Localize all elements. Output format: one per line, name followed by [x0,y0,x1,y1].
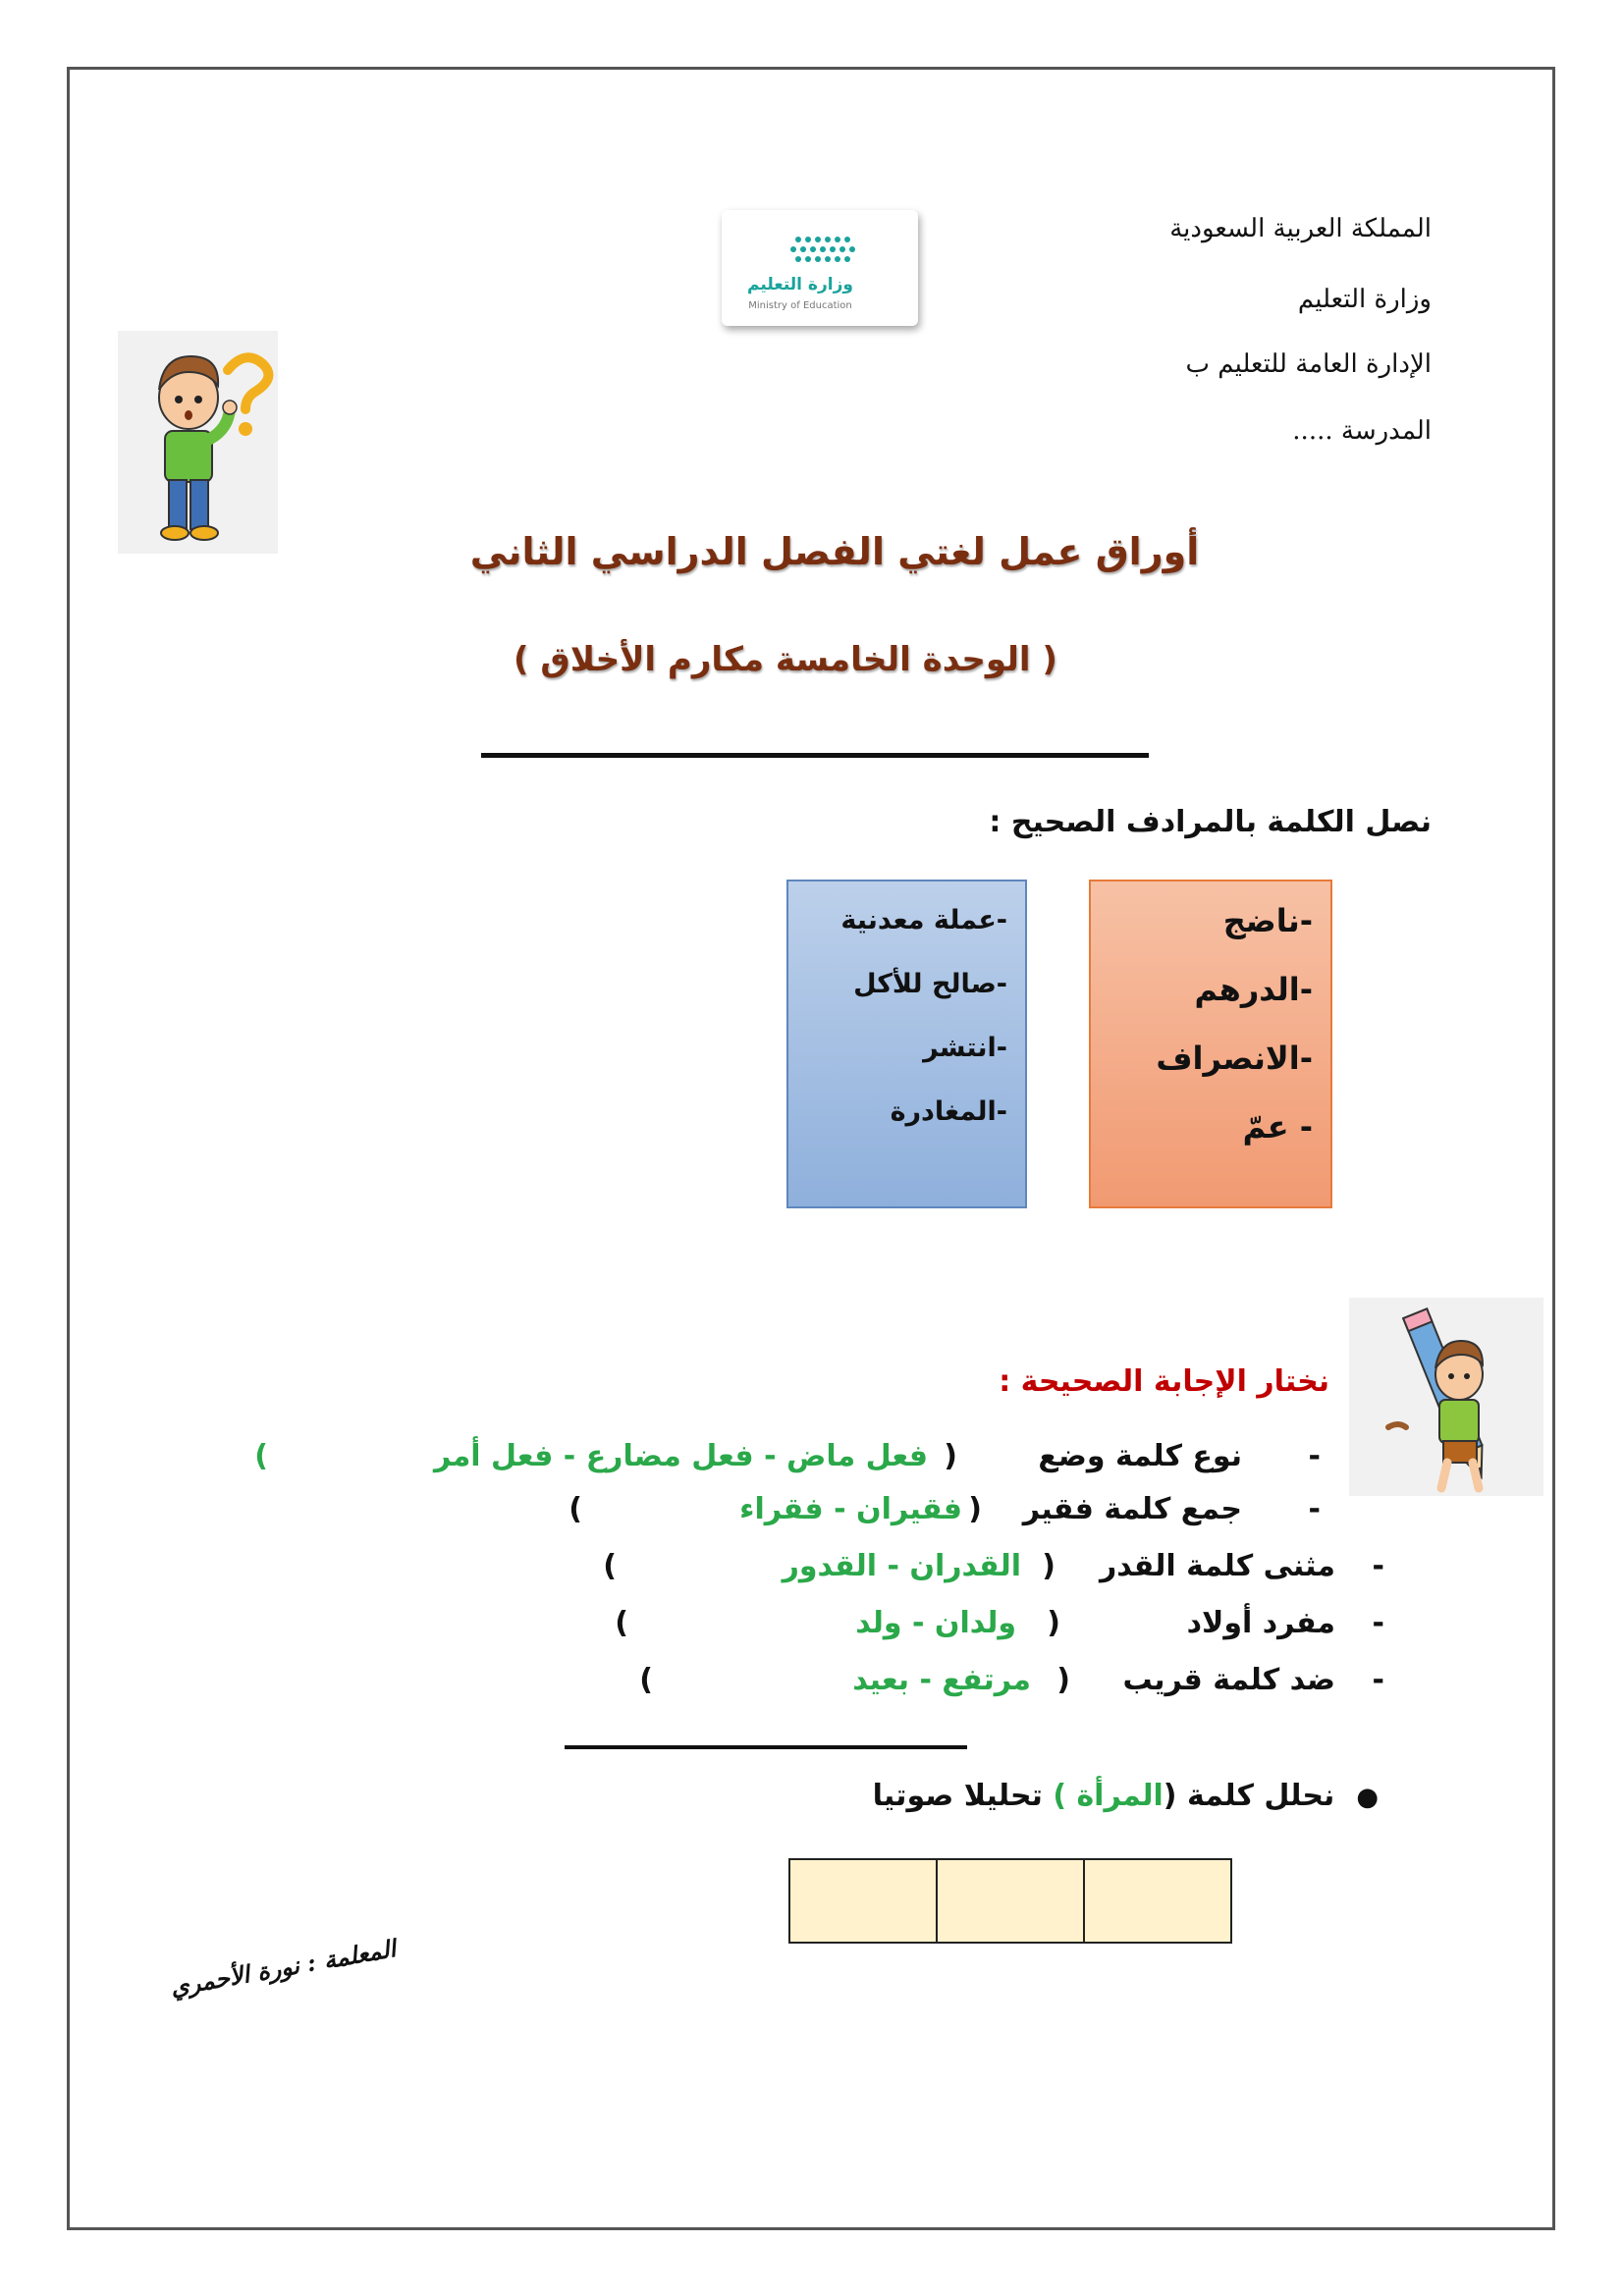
analysis-suffix: تحليلا صوتيا [872,1779,1043,1813]
teacher-signature: المعلمة : نورة الأحمري [168,1934,399,2002]
row-options: فقيران - فقراء [739,1492,962,1526]
header-directorate: الإدارة العامة للتعليم ب [1185,349,1432,379]
pencil-boy-image [1349,1298,1543,1496]
mcq-row [619,1663,1384,1706]
row-options: مرتفع - بعيد [852,1663,1031,1697]
synonyms-box [786,880,1027,1208]
row-close-paren: ) [254,1439,268,1473]
ministry-logo [722,210,918,326]
row-open-paren: ( [944,1439,957,1473]
analysis-instruction [873,1779,1379,1813]
analysis-prefix: نحلل كلمة ( [1163,1779,1335,1813]
thinking-boy-image [118,331,278,554]
row-question: ضد كلمة قريب [1122,1663,1335,1697]
mcq-row [589,1549,1384,1592]
mcq-row [594,1606,1384,1649]
matching-instruction: نصل الكلمة بالمرادف الصحيح : [989,805,1432,839]
header-school: المدرسة ..... [1292,416,1432,446]
synonym-item: -صالح للأكل [853,969,1007,999]
row-dash: - [1308,1439,1321,1473]
words-box [1089,880,1332,1208]
word-item: -الانصراف [1156,1040,1313,1077]
mcq-instruction: نختار الإجابة الصحيحة : [999,1364,1329,1399]
row-dash: - [1372,1549,1384,1583]
row-open-paren: ( [1042,1549,1056,1583]
divider-line [565,1745,967,1749]
mcq-row [236,1439,1321,1482]
synonym-item: -المغادرة [890,1096,1007,1127]
row-dash: - [1372,1606,1384,1640]
word-item: - عمّ [1242,1108,1313,1146]
row-dash: - [1308,1492,1321,1526]
bullet-icon: ● [1356,1783,1379,1812]
row-close-paren: ) [603,1549,617,1583]
row-options: القدران - القدور [782,1549,1021,1583]
row-close-paren: ) [615,1606,628,1640]
analysis-cell[interactable] [936,1860,1083,1942]
row-question: مفرد أولاد [1186,1606,1335,1640]
word-item: -الدرهم [1194,971,1313,1008]
row-dash: - [1372,1663,1384,1697]
analysis-cell[interactable] [790,1860,936,1942]
mcq-row [550,1492,1321,1535]
header-kingdom: المملكة العربية السعودية [1169,214,1432,243]
thinking-boy-icon [118,331,278,554]
row-close-paren: ) [639,1663,653,1697]
row-open-paren: ( [968,1492,982,1526]
word-item: -ناضج [1222,902,1313,939]
row-open-paren: ( [1047,1606,1060,1640]
logo-english-text: Ministry of Education [748,300,852,311]
synonym-item: -عملة معدنية [840,905,1007,935]
row-question: مثنى كلمة القدر [1099,1549,1335,1583]
row-open-paren: ( [1056,1663,1070,1697]
row-question: جمع كلمة فقير [1022,1492,1242,1526]
analysis-word: المرأة ) [1053,1779,1164,1813]
row-options: فعل ماض - فعل مضارع - فعل أمر [434,1439,928,1473]
divider-line [481,753,1149,758]
main-title: أوراق عمل لغتي الفصل الدراسي الثاني [469,530,1200,573]
analysis-cell[interactable] [1083,1860,1230,1942]
logo-arabic-text: وزارة التعليم [747,275,853,294]
row-close-paren: ) [568,1492,582,1526]
header-ministry: وزارة التعليم [1297,285,1432,314]
analysis-grid [788,1858,1232,1944]
row-question: نوع كلمة وضع [1038,1439,1242,1473]
pencil-boy-icon [1349,1298,1543,1496]
row-options: ولدان - ولد [855,1606,1016,1640]
synonym-item: -انتشر [923,1033,1007,1063]
unit-title: ( الوحدة الخامسة مكارم الأخلاق ) [514,640,1057,679]
